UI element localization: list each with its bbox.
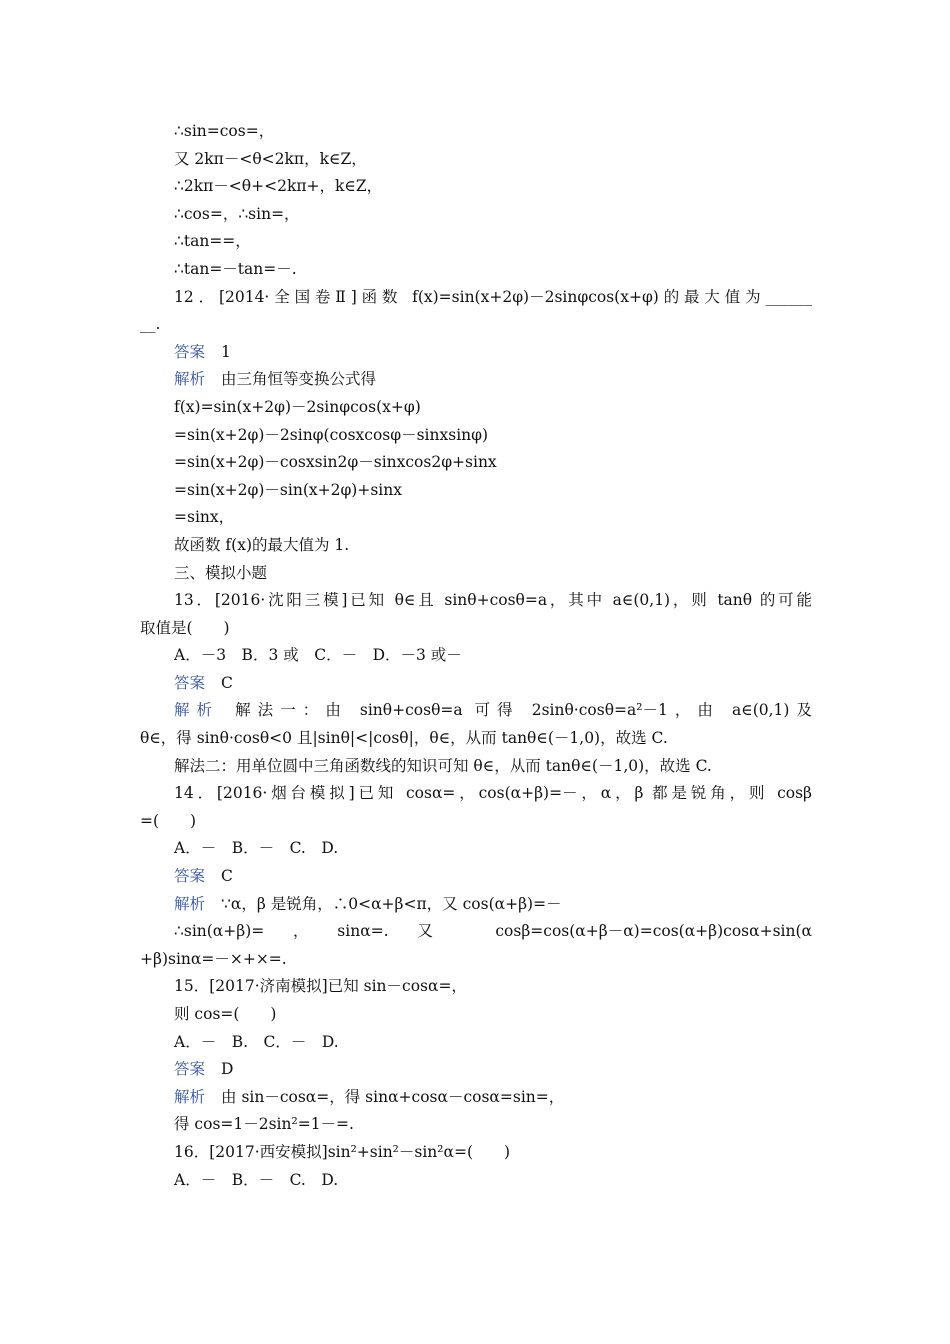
text-line: [140, 1167, 812, 1195]
text-line: [140, 1001, 812, 1029]
line-text: ∴2kπ－<θ+<2kπ+，k∈Z，: [174, 177, 383, 196]
line-text: D: [221, 1060, 234, 1079]
line-text: A．－3 B．3 或 C．－ D．－3 或－: [174, 646, 462, 665]
line-text: =sin(x+2φ)－cosxsin2φ－sinxcos2φ+sinx: [174, 453, 497, 472]
section-label: 答案: [174, 867, 206, 886]
text-line: [140, 477, 812, 505]
text-line: [140, 1029, 812, 1057]
line-text: 解法二：用单位圆中三角函数线的知识可知 θ∈，从而 tanθ∈(－1,0)，故选 C.: [174, 756, 712, 775]
line-text: ∴sin=cos=，: [174, 122, 275, 140]
text-line: [140, 946, 812, 974]
text-line: [140, 918, 812, 946]
line-text: 15．[2017·济南模拟]已知 sin－cosα=，: [174, 977, 467, 996]
section-label: 答案: [174, 342, 206, 361]
text-line: [140, 808, 812, 836]
text-line: [140, 394, 812, 422]
section-label: 解析: [174, 1087, 206, 1106]
line-text: 三、模拟小题: [174, 563, 268, 582]
text-line: [140, 228, 812, 256]
line-text: 得 cos=1－2sin²=1－=.: [174, 1115, 354, 1134]
line-text: A．－ B. C．－ D.: [174, 1032, 339, 1051]
labeled-line: [140, 863, 812, 891]
line-text: ∴cos=，∴sin=，: [174, 204, 300, 223]
section-label: 解析: [174, 370, 206, 389]
text-line: [140, 835, 812, 863]
line-text: f(x)=sin(x+2φ)－2sinφcos(x+φ): [174, 397, 421, 416]
line-text: ∵α，β 是锐角，∴0<α+β<π，又 cos(α+β)=－: [221, 894, 562, 913]
text-line: [140, 1111, 812, 1139]
line-text: ∴tan=－tan=－.: [174, 259, 297, 278]
line-text: 13．[2016·沈阳三模]已知 θ∈且 sinθ+cosθ=a，其中 a∈(0,1)，则 tanθ 的可能: [174, 591, 812, 610]
section-label: 解析: [174, 894, 206, 913]
line-text: 14．[2016·烟台模拟]已知 cosα=，cos(α+β)=－，α，β 都是锐角，则 cosβ: [174, 784, 812, 803]
text-line: [140, 532, 812, 560]
section-label: 解析: [174, 701, 220, 720]
text-line: [140, 311, 812, 339]
labeled-line: [140, 891, 812, 919]
text-line: [140, 256, 812, 284]
text-line: [140, 422, 812, 450]
labeled-line: [140, 697, 812, 725]
text-line: [140, 449, 812, 477]
text-line: [140, 780, 812, 808]
text-line: [140, 615, 812, 643]
labeled-line: [140, 1056, 812, 1084]
text-line: [140, 560, 812, 588]
line-text: ∴tan==，: [174, 232, 251, 251]
line-text: =( ): [140, 811, 197, 830]
labeled-line: [140, 1084, 812, 1112]
line-text: 解法一：由 sinθ+cosθ=a 可得 2sinθ·cosθ=a²－1，由 a∈(0,1)及: [235, 701, 812, 720]
text-line: [140, 146, 812, 174]
text-line: [140, 642, 812, 670]
line-text: A．－ B．－ C. D.: [174, 1170, 339, 1189]
line-text: 12．[2014·全国卷Ⅱ]函数 f(x)=sin(x+2φ)－2sinφcos(x+φ)的最大值为______: [174, 287, 812, 306]
text-line: [140, 504, 812, 532]
line-text: =sin(x+2φ)－2sinφ(cosxcosφ－sinxsinφ): [174, 425, 489, 444]
line-text: =sin(x+2φ)－sin(x+2φ)+sinx: [174, 480, 402, 499]
line-text: 又 2kπ－<θ<2kπ，k∈Z，: [174, 149, 367, 168]
line-text: +β)sinα=－×+×=.: [140, 949, 287, 968]
line-text: 取值是( ): [140, 618, 230, 637]
section-label: 答案: [174, 1060, 206, 1079]
document-body: [140, 118, 812, 1194]
line-text: 则 cos=( ): [174, 1005, 277, 1023]
labeled-line: [140, 339, 812, 367]
line-text: θ∈，得 sinθ·cosθ<0 且|sinθ|<|cosθ|，θ∈，从而 tanθ∈(－1,0)，故选 C.: [140, 729, 668, 748]
line-text: __.: [140, 315, 161, 334]
text-line: [140, 201, 812, 229]
text-line: [140, 173, 812, 201]
text-line: [140, 725, 812, 753]
text-line: [140, 1139, 812, 1167]
labeled-line: [140, 366, 812, 394]
line-text: C: [221, 867, 233, 886]
text-line: [140, 753, 812, 781]
line-text: 由三角恒等变换公式得: [221, 370, 377, 389]
line-text: ∴sin(α+β)=，sinα=.又 cosβ=cos(α+β－α)=cos(α+β)cosα+sin(α: [174, 922, 812, 941]
labeled-line: [140, 670, 812, 698]
section-label: 答案: [174, 673, 206, 692]
line-text: 16．[2017·西安模拟]sin²+sin²－sin²α=( ): [174, 1142, 511, 1161]
line-text: A．－ B．－ C. D.: [174, 839, 339, 858]
line-text: 1: [221, 342, 231, 361]
text-line: [140, 973, 812, 1001]
line-text: 由 sin－cosα=，得 sinα+cosα－cosα=sin=，: [221, 1087, 565, 1106]
text-line: [140, 118, 812, 146]
line-text: C: [221, 673, 233, 692]
line-text: 故函数 f(x)的最大值为 1.: [174, 535, 350, 554]
line-text: =sinx，: [174, 508, 235, 527]
text-line: [140, 587, 812, 615]
text-line: [140, 284, 812, 312]
